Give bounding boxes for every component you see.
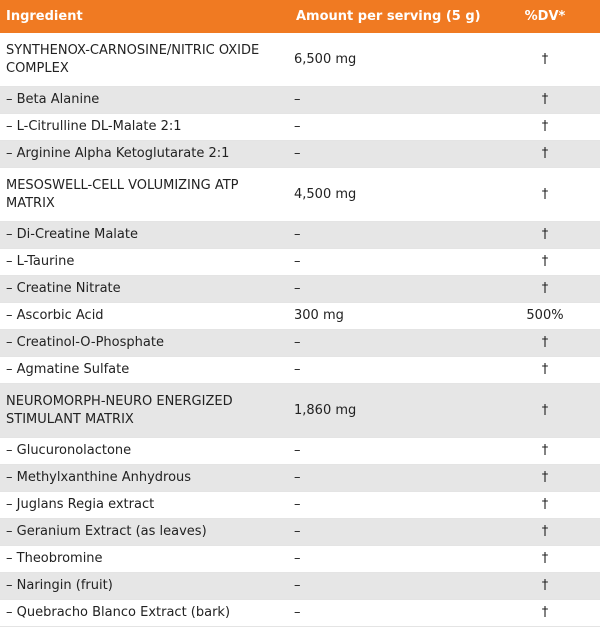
- table-row: [0, 303, 600, 330]
- dv-cell: †: [490, 114, 600, 141]
- amount-cell: –: [290, 276, 490, 303]
- table-row: [0, 384, 600, 438]
- amount-cell: –: [290, 114, 490, 141]
- ingredient-cell: – Glucuronolactone: [0, 438, 290, 465]
- ingredient-cell: – Ascorbic Acid: [0, 303, 290, 330]
- header-row: [0, 0, 600, 33]
- dv-cell: 500%: [490, 303, 600, 330]
- table-row: [0, 33, 600, 87]
- table-row: [0, 222, 600, 249]
- amount-cell: –: [290, 492, 490, 519]
- amount-cell: –: [290, 573, 490, 600]
- amount-cell: –: [290, 222, 490, 249]
- header-amount: Amount per serving (5 g): [290, 0, 490, 33]
- table-row: [0, 546, 600, 573]
- dv-cell: †: [490, 492, 600, 519]
- ingredient-cell: – Agmatine Sulfate: [0, 357, 290, 384]
- ingredient-cell: NEUROMORPH-NEURO ENERGIZED STIMULANT MATRIX: [0, 384, 290, 438]
- dv-cell: †: [490, 87, 600, 114]
- dv-cell: †: [490, 384, 600, 438]
- amount-cell: 300 mg: [290, 303, 490, 330]
- table-row: [0, 492, 600, 519]
- dv-cell: †: [490, 600, 600, 627]
- dv-cell: †: [490, 438, 600, 465]
- ingredient-cell: – Naringin (fruit): [0, 573, 290, 600]
- table-row: [0, 141, 600, 168]
- ingredient-cell: – Methylxanthine Anhydrous: [0, 465, 290, 492]
- ingredient-cell: – Quebracho Blanco Extract (bark): [0, 600, 290, 627]
- dv-cell: †: [490, 519, 600, 546]
- ingredient-cell: – Beta Alanine: [0, 87, 290, 114]
- amount-cell: –: [290, 438, 490, 465]
- amount-cell: –: [290, 330, 490, 357]
- dv-cell: †: [490, 465, 600, 492]
- ingredient-cell: – Geranium Extract (as leaves): [0, 519, 290, 546]
- dv-cell: †: [490, 357, 600, 384]
- table-row: [0, 330, 600, 357]
- dv-cell: †: [490, 330, 600, 357]
- ingredient-cell: SYNTHENOX-CARNOSINE/NITRIC OXIDE COMPLEX: [0, 33, 290, 87]
- table-row: [0, 87, 600, 114]
- ingredient-cell: MESOSWELL-CELL VOLUMIZING ATP MATRIX: [0, 168, 290, 222]
- ingredient-cell: – Creatine Nitrate: [0, 276, 290, 303]
- table-row: [0, 465, 600, 492]
- table-row: [0, 438, 600, 465]
- ingredient-cell: – L-Citrulline DL-Malate 2:1: [0, 114, 290, 141]
- amount-cell: –: [290, 249, 490, 276]
- dv-cell: †: [490, 168, 600, 222]
- table-row: [0, 276, 600, 303]
- ingredient-cell: – Di-Creatine Malate: [0, 222, 290, 249]
- ingredient-cell: – Juglans Regia extract: [0, 492, 290, 519]
- header-ingredient: Ingredient: [0, 0, 290, 33]
- amount-cell: –: [290, 546, 490, 573]
- ingredient-cell: – Creatinol-O-Phosphate: [0, 330, 290, 357]
- table-row: [0, 168, 600, 222]
- dv-cell: †: [490, 141, 600, 168]
- dv-cell: †: [490, 222, 600, 249]
- amount-cell: –: [290, 357, 490, 384]
- table-row: [0, 600, 600, 627]
- table-row: [0, 114, 600, 141]
- table-row: [0, 249, 600, 276]
- dv-cell: †: [490, 33, 600, 87]
- ingredient-cell: – Theobromine: [0, 546, 290, 573]
- amount-cell: –: [290, 519, 490, 546]
- table-body: [0, 33, 600, 627]
- dv-cell: †: [490, 546, 600, 573]
- amount-cell: 4,500 mg: [290, 168, 490, 222]
- amount-cell: –: [290, 141, 490, 168]
- header-dv: %DV*: [490, 0, 600, 33]
- dv-cell: †: [490, 573, 600, 600]
- ingredient-cell: – L-Taurine: [0, 249, 290, 276]
- table-row: [0, 357, 600, 384]
- amount-cell: –: [290, 87, 490, 114]
- table-row: [0, 573, 600, 600]
- table-row: [0, 519, 600, 546]
- dv-cell: †: [490, 249, 600, 276]
- dv-cell: †: [490, 276, 600, 303]
- amount-cell: 6,500 mg: [290, 33, 490, 87]
- amount-cell: –: [290, 465, 490, 492]
- ingredient-cell: – Arginine Alpha Ketoglutarate 2:1: [0, 141, 290, 168]
- table-header: [0, 0, 600, 33]
- amount-cell: –: [290, 600, 490, 627]
- amount-cell: 1,860 mg: [290, 384, 490, 438]
